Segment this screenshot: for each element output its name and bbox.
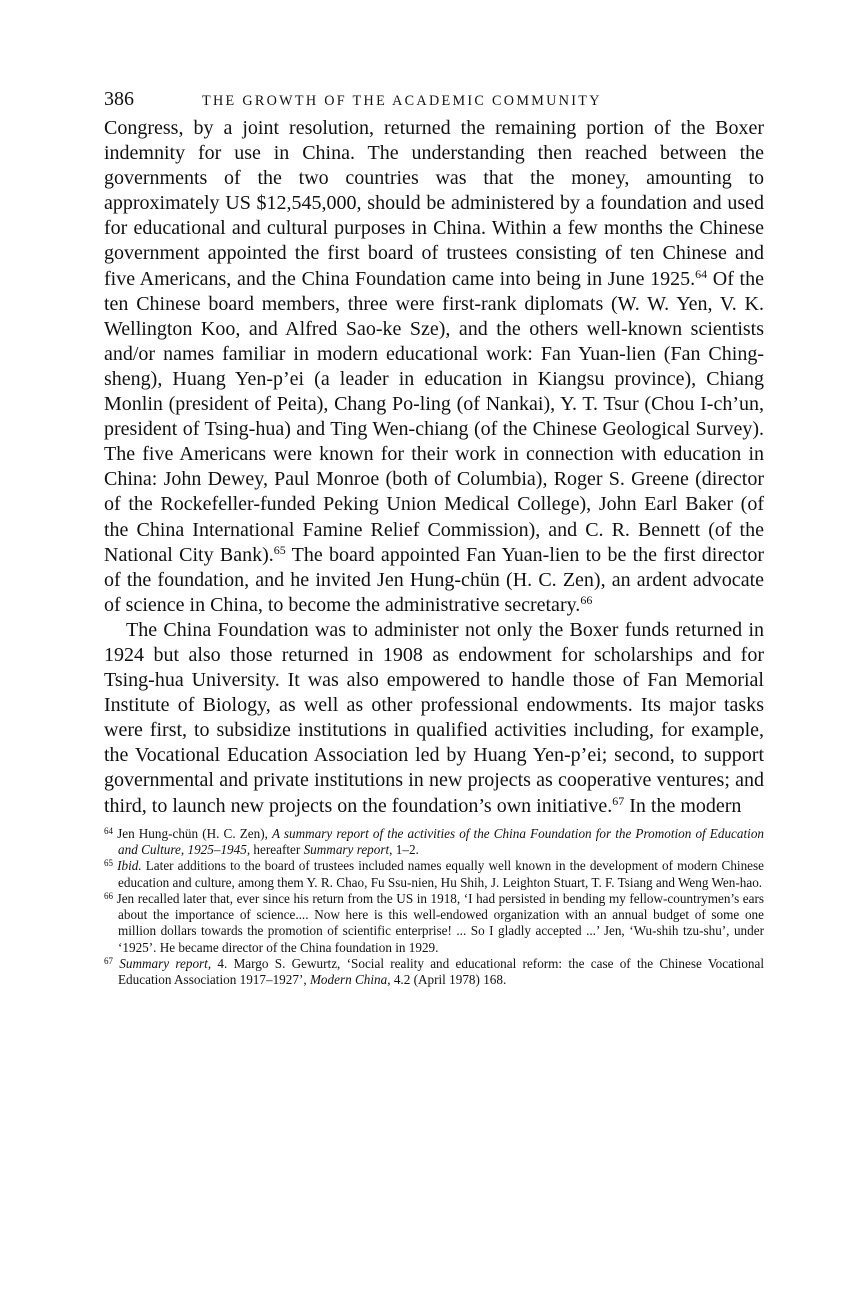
footnote-64: [104, 826, 764, 859]
footnote-ibid: Ibid.: [117, 858, 142, 874]
paragraph-1-text-b: Of the ten Chinese board members, three were first-rank diplomats (W. W. Yen, V. K. Wellington Koo, and Alfred Sao-ke Sze), and the others well-known scientists and/or names familiar in modern educational work: Fan Yuan-lien (Fan Ching-sheng), Huang Yen-p’ei (a leader in education in Kiangsu province), Chiang Monlin (president of Peita), Chang Po-ling (of Nankai), Y. T. Tsur (Chou I-ch’un, president of Tsing-hua) and Ting Wen-chiang (of the Chinese Geological Survey). The five Americans were known for their work in connection with education in China: John Dewey, Paul Monroe (both of Columbia), Roger S. Greene (director of the Rockefeller-funded Peking Union Medical College), John Earl Baker (of the China International Famine Relief Commission), and C. R. Bennett (of the National City Bank).: [104, 267, 764, 566]
footnote-number: 65: [104, 858, 113, 869]
footnote-67: [104, 956, 764, 989]
footnote-ref-64: 64: [695, 266, 708, 281]
footnote-short-title: Summary report: [119, 956, 208, 971]
book-page: [104, 88, 764, 989]
paragraph-1: [104, 116, 764, 618]
footnote-text: , 1–2.: [389, 841, 419, 857]
footnote-journal-title: Modern China: [309, 972, 388, 988]
paragraph-2: [104, 618, 764, 819]
running-head: [104, 88, 764, 114]
body-text: [104, 116, 764, 819]
footnote-text: Later additions to the board of trustees included names equally well known in the development of modern Chinese education and culture, among them Y. R. Chao, Fu Ssu-nien, Hu Shih, J. Leighton Stuart, T. F. Tsiang and Weng Wen-hao.: [118, 858, 765, 890]
paragraph-1-text-c: The board appointed Fan Yuan-lien to be the first director of the foundation, and he invited Jen Hung-chün (H. C. Zen), an ardent advocate of science in China, to become the administrative secretary.: [104, 543, 764, 616]
running-title: THE GROWTH OF THE ACADEMIC COMMUNITY: [202, 93, 602, 109]
footnote-number: 64: [104, 825, 113, 836]
footnote-title: A summary report of the activities of the China Foundation for the Promotion of Education and Culture, 1925–1945: [118, 825, 765, 857]
footnote-text: , 4.2 (April 1978) 168.: [387, 972, 507, 988]
footnote-number: 66: [104, 890, 113, 901]
footnote-ref-67: 67: [612, 793, 625, 808]
footnote-ref-65: 65: [273, 542, 286, 557]
footnote-ref-66: 66: [580, 592, 593, 607]
footnote-short-title: Summary report: [303, 841, 390, 857]
footnote-text: , 4. Margo S. Gewurtz, ‘Social reality and educational reform: the case of the Chinese Vocational Education Association 1917–1927’,: [118, 956, 765, 988]
footnote-text: Jen recalled later that, ever since his return from the US in 1918, ‘I had persisted in bending my fellow-countrymen’s ears about the importance of science.... Now here is this well-endowed organization with an annual budget of some one million dollars towards the promotion of scientific enterprise! ... So I gladly accepted ...’ Jen, ‘Wu-shih tzu-shu’, under ‘1925’. He became director of the China foundation in 1929.: [116, 890, 764, 955]
paragraph-2-text-a: The China Foundation was to administer not only the Boxer funds returned in 1924 but also those returned in 1908 as endowment for scholarships and for Tsing-hua University. It was also empowered to handle those of Fan Memorial Institute of Biology, as well as other professional endowments. Its major tasks were first, to subsidize institutions in qualified activities including, for example, the Vocational Education Association led by Huang Yen-p’ei; second, to support governmental and private institutions in new projects as cooperative ventures; and third, to launch new projects on the foundation’s own initiative.: [104, 618, 764, 817]
paragraph-1-text-a: Congress, by a joint resolution, returned the remaining portion of the Boxer indemnity for use in China. The understanding then reached between the governments of the two countries was that the money, amounting to approximately US $12,545,000, should be administered by a foundation and used for educational and cultural purposes in China. Within a few months the Chinese government appointed the first board of trustees consisting of ten Chinese and five Americans, and the China Foundation came into being in June 1925.: [104, 117, 764, 290]
footnotes: [104, 826, 764, 989]
footnote-text: , hereafter: [246, 841, 304, 857]
paragraph-2-text-b: In the modern: [624, 794, 742, 817]
footnote-66: [104, 891, 764, 956]
page-number: 386: [104, 88, 134, 110]
footnote-65: [104, 858, 764, 891]
footnote-text: Jen Hung-chün (H. C. Zen),: [117, 825, 272, 841]
footnote-number: 67: [104, 956, 113, 966]
